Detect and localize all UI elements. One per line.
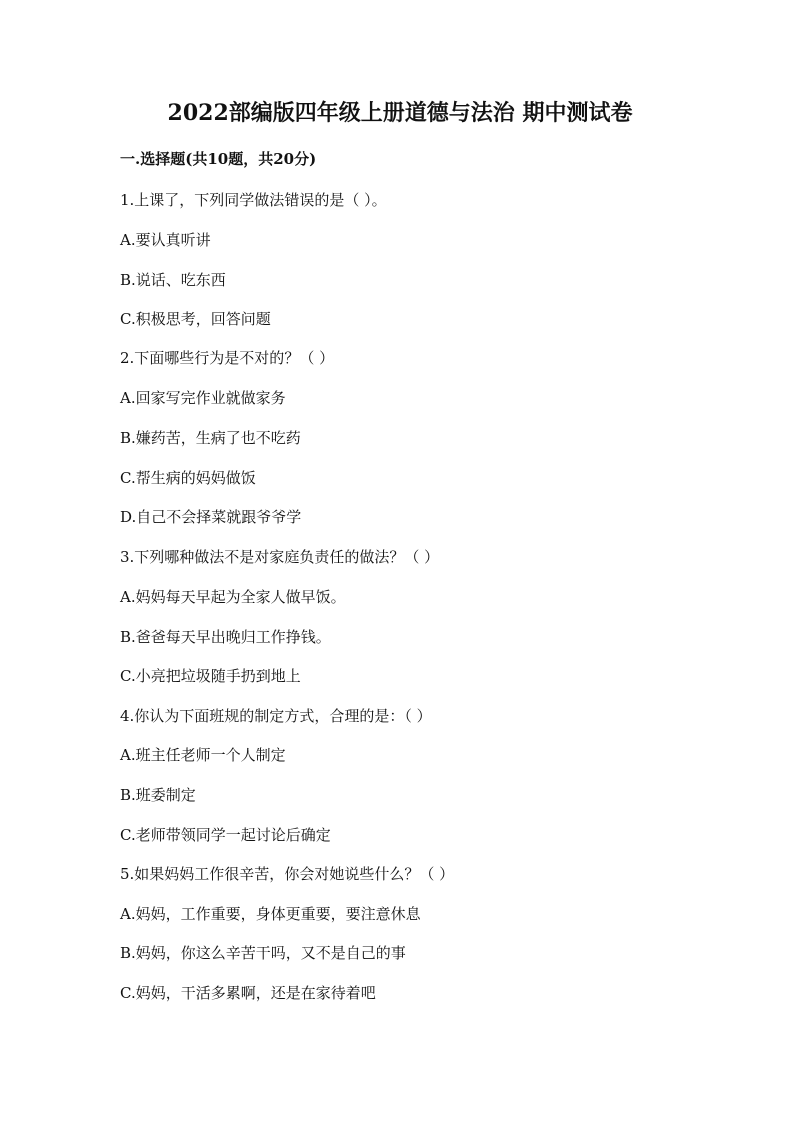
- option-5c: C.妈妈，干活多累啊，还是在家待着吧: [120, 984, 376, 1002]
- question-5: 5.如果妈妈工作很辛苦，你会对她说些什么？（ ）: [120, 865, 455, 883]
- option-1b: B.说话、吃东西: [120, 271, 226, 289]
- option-1c: C.积极思考，回答问题: [120, 310, 271, 328]
- option-5a: A.妈妈，工作重要，身体更重要，要注意休息: [120, 905, 421, 923]
- option-3a: A.妈妈每天早起为全家人做早饭。: [120, 588, 346, 606]
- option-2b: B.嫌药苦，生病了也不吃药: [120, 429, 301, 447]
- page-title: 2022部编版四年级上册道德与法治 期中测试卷: [167, 100, 633, 126]
- option-3c: C.小亮把垃圾随手扔到地上: [120, 667, 301, 685]
- option-5b: B.妈妈，你这么辛苦干吗，又不是自己的事: [120, 944, 406, 962]
- question-2: 2.下面哪些行为是不对的？（ ）: [120, 349, 335, 367]
- option-2a: A.回家写完作业就做家务: [120, 389, 286, 407]
- question-4: 4.你认为下面班规的制定方式，合理的是：（ ）: [120, 707, 432, 725]
- option-1a: A.要认真听讲: [120, 231, 211, 249]
- option-2c: C.帮生病的妈妈做饭: [120, 469, 256, 487]
- option-4c: C.老师带领同学一起讨论后确定: [120, 826, 331, 844]
- section-heading: 一.选择题(共10题，共20分): [120, 150, 317, 168]
- option-4a: A.班主任老师一个人制定: [120, 746, 286, 764]
- option-4b: B.班委制定: [120, 786, 196, 804]
- question-1: 1.上课了，下列同学做法错误的是（ ）。: [120, 191, 387, 209]
- question-3: 3.下列哪种做法不是对家庭负责任的做法？（ ）: [120, 548, 440, 566]
- option-2d: D.自己不会择菜就跟爷爷学: [120, 508, 302, 526]
- option-3b: B.爸爸每天早出晚归工作挣钱。: [120, 628, 331, 646]
